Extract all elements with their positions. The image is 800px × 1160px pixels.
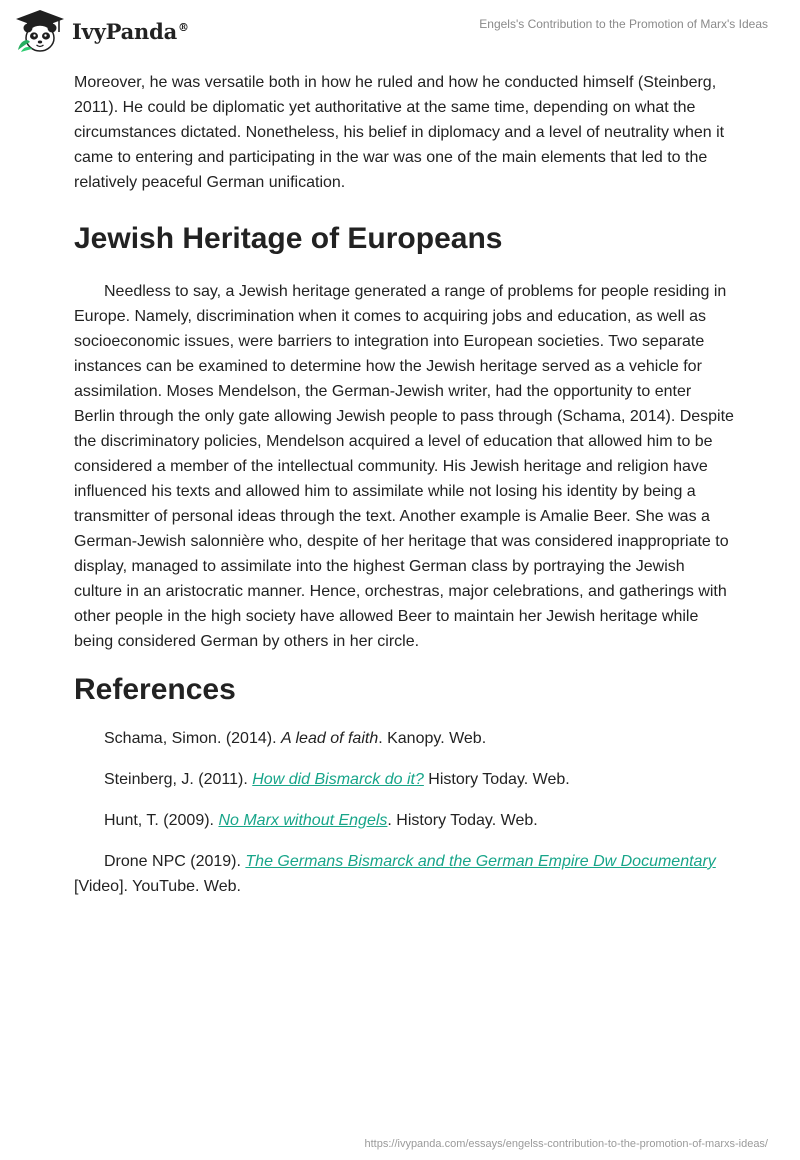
reference-title: A lead of faith bbox=[280, 730, 379, 747]
jewish-heritage-paragraph: Needless to say, a Jewish heritage generated a range of problems for people residing in Europe. Namely, discrimination when it comes to acquiring jobs and education, as well as socioeconomic issues, were barriers to integration into European societies. Two separate instances can be examined to determine how the Jewish heritage served as a vehicle for assimilation. Moses Mendelson, the German-Jewish writer, had the opportunity to enter Berlin through the only gate allowing Jewish people to pass through (Schama, 2014). Despite the discriminatory policies, Mendelson acquired a level of education that allowed him to be considered a member of the intellectual community. His Jewish heritage and religion have influenced his texts and allowed him to assimilate while not losing his identity by being a transmitter of personal ideas through the text. Another example is Amalie Beer. She was a German-Jewish salonnière who, despite of her heritage that was considered inappropriate to display, managed to assimilate into the highest German class by portraying the Jewish culture in an aristocratic manner. Hence, orchestras, major celebrations, and gatherings with other people in the high society have allowed Beer to maintain her Jewish heritage while being considered German by others in her circle. bbox=[74, 283, 734, 650]
ivypanda-logo[interactable] bbox=[14, 8, 189, 54]
reference-link[interactable]: How did Bismarck do it? bbox=[252, 771, 424, 788]
essay-content bbox=[74, 70, 734, 915]
panda-graduate-icon bbox=[14, 8, 66, 54]
reference-item: Steinberg, J. (2011). How did Bismarck do it? History Today. Web. bbox=[104, 771, 570, 788]
document-title: Engels's Contribution to the Promotion of Marx's Ideas bbox=[479, 17, 768, 31]
references-heading: References bbox=[74, 673, 236, 706]
page-header bbox=[0, 0, 800, 64]
reference-link[interactable]: No Marx without Engels bbox=[218, 812, 388, 829]
footer-url[interactable]: https://ivypanda.com/essays/engelss-contribution-to-the-promotion-of-marxs-ideas/ bbox=[364, 1138, 768, 1150]
reference-link[interactable]: The Germans Bismarck and the German Empire Dw Documentary bbox=[245, 853, 716, 870]
reference-item: Hunt, T. (2009). No Marx without Engels. History Today. Web. bbox=[104, 812, 538, 829]
reference-item: Schama, Simon. (2014). A lead of faith. Kanopy. Web. bbox=[104, 730, 487, 747]
intro-paragraph: Moreover, he was versatile both in how he ruled and how he conducted himself (Steinberg, 2011). He could be diplomatic yet authoritative at the same time, depending on what the circumstances dictated. Nonetheless, his belief in diplomacy and a level of neutrality when it came to entering and participating in the war was one of the main elements that led to the relatively peaceful German unification. bbox=[74, 74, 725, 191]
section-heading-jewish-heritage: Jewish Heritage of Europeans bbox=[74, 222, 503, 255]
logo-text: IvyPanda® bbox=[72, 18, 189, 44]
reference-item: Drone NPC (2019). The Germans Bismarck and the German Empire Dw Documentary [Video]. YouTube. Web. bbox=[74, 853, 716, 895]
